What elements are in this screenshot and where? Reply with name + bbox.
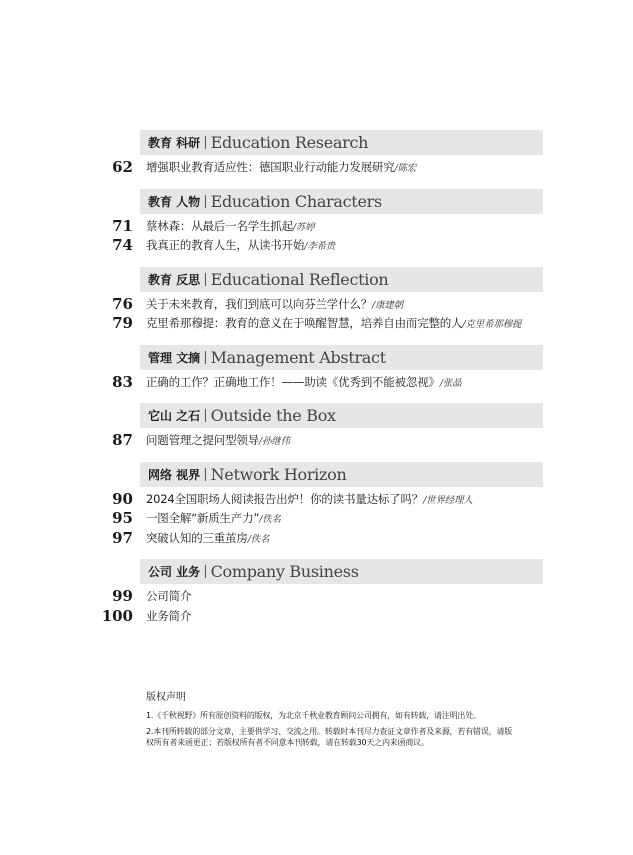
section-header (140, 462, 543, 487)
section-title-en: Company Business (210, 562, 359, 581)
article-title-text: 突破认知的三重茧房 (146, 530, 248, 545)
article-author: /佚名 (259, 514, 281, 525)
section-separator: | (203, 271, 208, 287)
toc-entry[interactable] (0, 373, 633, 393)
section-title-en: Educational Reflection (210, 269, 389, 289)
copyright-paragraph-2: 2.本刊所转载的部分文章，主要供学习、交流之用。转载时本刊尽力查证文章作者及来源，若有错误，请版权所有者来函更正；若版权所有者不同意本刊转载，请在转载30天之内来函商议。 (146, 726, 513, 747)
article-author: /李希贵 (304, 241, 336, 252)
toc-section (0, 189, 633, 256)
article-title-text: 问题管理之提问型领导 (146, 433, 259, 447)
article-title-text: 蔡林森：从最后一名学生抓起 (146, 218, 293, 233)
section-separator: | (203, 349, 208, 365)
section-title-cn: 管理 文摘 (148, 350, 201, 365)
toc-entry[interactable] (0, 158, 633, 178)
toc-entry[interactable] (0, 314, 633, 334)
section-title-en: Network Horizon (210, 464, 347, 484)
article-title-text: 公司简介 (146, 589, 192, 603)
section-separator: | (203, 408, 208, 423)
toc-entry[interactable] (0, 490, 633, 510)
page-number: 74 (112, 236, 133, 254)
toc-entry[interactable] (0, 529, 633, 549)
article-title-text: 正确的工作？正确地工作！——助读《优秀到不能被忽视》 (146, 374, 440, 389)
article-title (146, 158, 416, 178)
section-title-cn: 教育 人物 (148, 194, 201, 209)
toc-entry[interactable] (0, 236, 633, 256)
article-author: /张晶 (439, 377, 462, 389)
article-title-text: 我真正的教育人生，从读书开始 (146, 238, 305, 252)
page-number: 71 (112, 216, 133, 235)
article-title-text: 关于未来教育，我们到底可以向芬兰学什么？ (146, 296, 372, 311)
toc-entry[interactable] (0, 431, 633, 451)
article-author: /陈宏 (394, 163, 417, 174)
section-title-cn: 网络 视界 (148, 467, 201, 482)
article-title (146, 587, 191, 606)
page-number: 99 (112, 587, 133, 605)
article-title (146, 490, 473, 510)
article-title-text: 一图全解“新质生产力” (146, 511, 260, 525)
toc-entry[interactable] (0, 217, 633, 237)
article-title (146, 607, 191, 626)
section-separator: | (203, 193, 208, 209)
article-author: /康建朝 (372, 299, 403, 311)
page-number: 76 (112, 294, 133, 313)
article-title (146, 314, 521, 334)
section-header (140, 189, 543, 214)
section-title-cn: 它山 之石 (148, 409, 201, 423)
section-title-cn: 公司 业务 (148, 565, 201, 579)
article-title (146, 431, 290, 451)
article-title (146, 373, 461, 393)
section-title-en: Education Research (210, 133, 369, 152)
article-title (146, 529, 269, 549)
copyright-title: 版权声明 (146, 692, 186, 703)
section-title-en: Education Characters (210, 191, 382, 211)
article-title (146, 509, 281, 529)
page-number: 90 (112, 489, 133, 508)
article-title-text: 业务简介 (146, 608, 192, 623)
toc-section (0, 403, 633, 451)
page-number: 100 (101, 606, 133, 625)
section-title-cn: 教育 反思 (148, 272, 201, 287)
article-title-text: 克里希那穆提：教育的意义在于唤醒智慧，培养自由而完整的人 (146, 316, 463, 330)
toc-section (0, 559, 633, 626)
copyright-notice (146, 688, 514, 753)
article-author: /苏婷 (292, 221, 315, 233)
article-author: /孙继伟 (259, 436, 290, 447)
toc-section (0, 462, 633, 549)
page-number: 83 (112, 372, 133, 391)
toc-entry[interactable] (0, 587, 633, 607)
page-number: 97 (112, 528, 133, 547)
toc-entry[interactable] (0, 295, 633, 315)
section-header (140, 559, 543, 584)
article-title (146, 217, 315, 237)
section-separator: | (203, 466, 208, 482)
page-number: 95 (112, 509, 133, 527)
table-of-contents (0, 130, 633, 637)
article-author: /佚名 (247, 533, 270, 545)
toc-entry[interactable] (0, 607, 633, 627)
article-title-text: 增强职业教育适应性：德国职业行动能力发展研究 (146, 160, 395, 174)
copyright-paragraph-1: 1.《千秋视野》所有原创资料的版权，为北京千秋业教育顾问公司拥有，如有转载，请注明出处。 (146, 711, 481, 720)
section-header (140, 130, 543, 155)
article-author: /世界经理人 (423, 494, 473, 506)
article-title-text: 2024全国职场人阅读报告出炉！你的读书量达标了吗？ (146, 491, 424, 506)
section-separator: | (203, 564, 208, 579)
section-title-en: Outside the Box (210, 406, 336, 425)
toc-section (0, 267, 633, 334)
article-title (146, 295, 403, 315)
page-number: 62 (112, 158, 133, 176)
article-author: /克里希那穆提 (462, 319, 522, 330)
section-separator: | (203, 135, 208, 150)
section-header (140, 267, 543, 292)
section-header (140, 345, 543, 370)
toc-entry[interactable] (0, 509, 633, 529)
article-title (146, 236, 335, 256)
toc-section (0, 345, 633, 393)
page-number: 79 (112, 314, 133, 332)
section-header (140, 403, 543, 428)
toc-section (0, 130, 633, 178)
section-title-cn: 教育 科研 (148, 136, 201, 150)
section-title-en: Management Abstract (210, 347, 386, 367)
page-number: 87 (112, 431, 133, 449)
